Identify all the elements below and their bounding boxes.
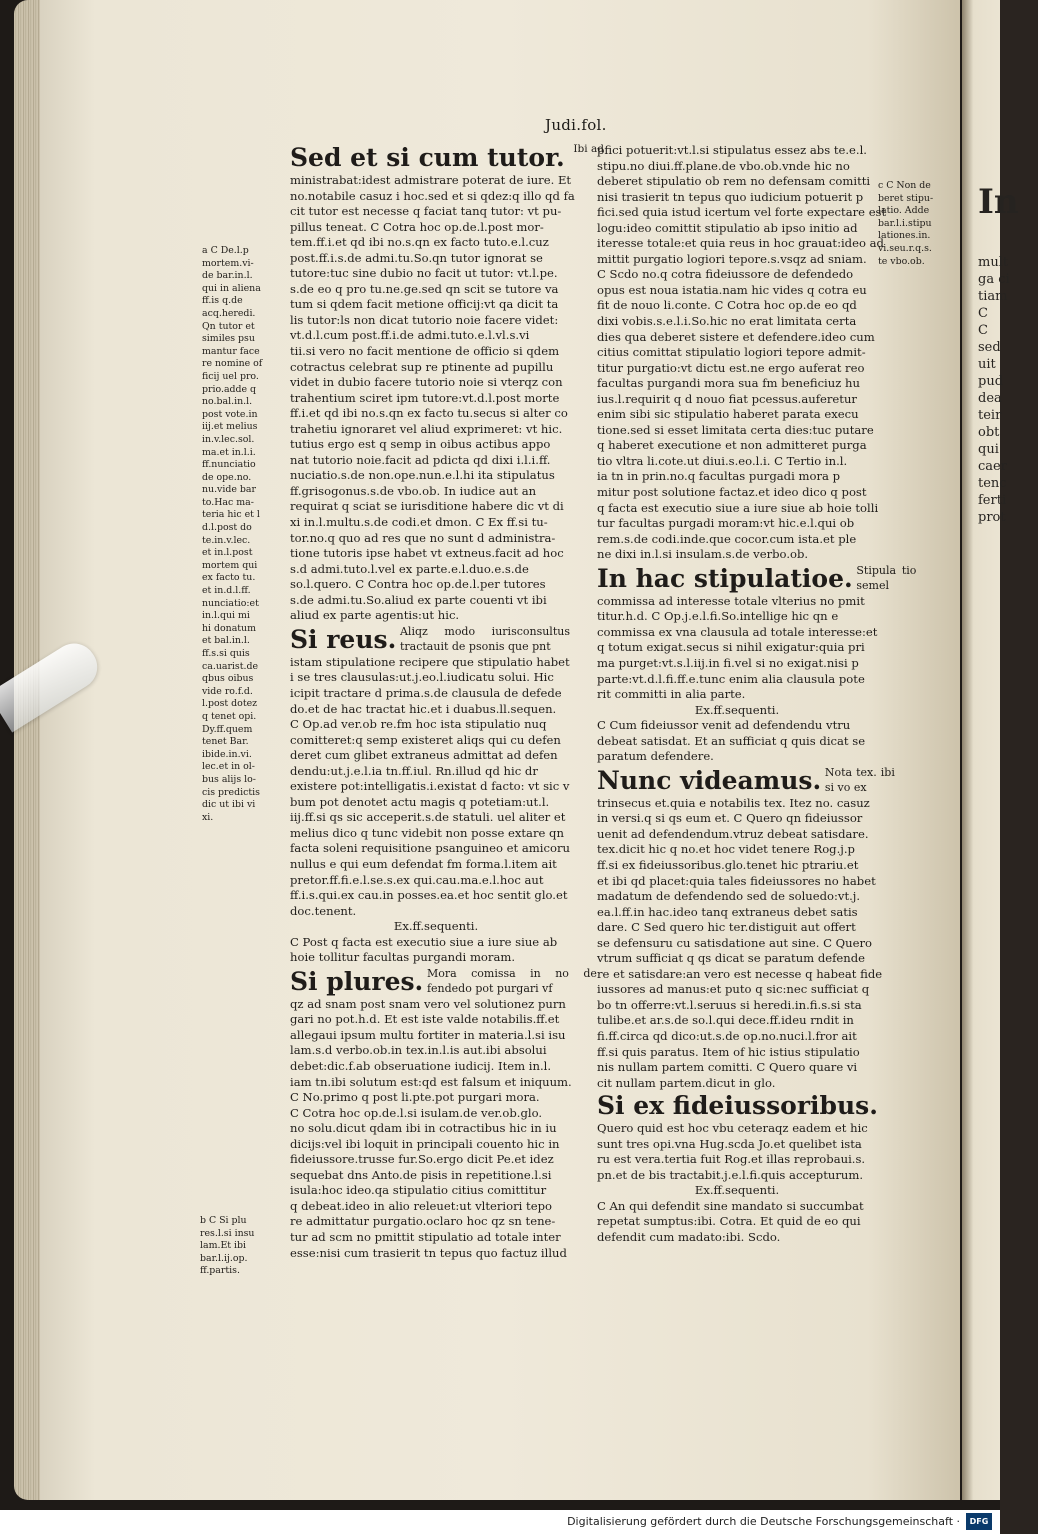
text-line: hoie tollitur facultas purgandi moram. [290,950,516,965]
text-line: iij.ff.si qs sic acceperit.s.de statuli. uel aliter et [290,810,566,825]
text-line: vi.seu.r.q.s. [878,242,932,254]
text-line: sequebat dns Anto.de pisis in repetitione.l.si [290,1167,552,1182]
text-line: ius.l.requirit q d nouo fiat pcessus.auferetur [597,391,857,406]
text-line: ff.grisogonus.s.de vbo.ob. In iudice aut an [290,483,537,498]
text-line: cit nullam partem.dicut in glo. [597,1075,776,1090]
text-line: tii.si vero no facit mentione de officio si qdem [290,344,560,359]
text-line: C Scdo no.q cotra fideiussore de defendedo [597,267,854,282]
text-line: mitur post solutione factaz.et ideo dico q post [597,485,867,500]
text-block-4 [290,997,582,1261]
text-line: no.notabile casuz i hoc.sed et si qdez:q illo qd fa [290,188,575,203]
text-line: tur ad scm no pmittit stipulatio ad totale inter [290,1230,561,1244]
rubric-note: Ibi ad [573,143,604,155]
text-line: allegaui ipsum multu fortiter in materia.l.si isu [290,1027,566,1042]
facing-page-line: C [978,306,988,321]
rubric-sed-et-si-cum-tutor: Sed et si cum tutor. Ibi ad [290,143,582,173]
text-line: similes psu [202,333,255,345]
text-line: ff.i.s.qui.ex cau.in posses.ea.et hoc sentit glo.et [290,888,568,903]
text-line: ff.s.si quis [202,648,250,659]
text-line: cis predictis [202,786,260,798]
text-line: esse:nisi cum trasierit tn tepus quo factuz illud [290,1245,567,1260]
text-line: de ope.no. [202,471,252,483]
text-line: qbus oibus [202,673,254,685]
text-line: pillus teneat. C Cotra hoc op.de.l.post mor- [290,219,544,234]
text-line: so.l.quero. C Contra hoc op.de.l.per tutores [290,577,546,592]
running-title: Judi.fol. [545,116,607,134]
text-line: no solu.dicut qdam ibi in cotractibus hic in iu [290,1121,557,1136]
text-line: iussores ad manus:et puto q sic:nec sufficiat q [597,982,870,997]
section-mark: Ex.ff.sequenti. [393,919,479,934]
text-line: trinsecus et.quia e notabilis tex. Itez no. casuz [597,795,870,810]
text-line: Qn tutor et [202,320,255,332]
text-line: acq.heredi. [202,307,256,319]
text-line: ibide.in.vi. [202,748,252,760]
text-line: istam stipulatione recipere que stipulatio habet [290,654,570,669]
text-line: ficij uel pro. [202,370,259,382]
text-line: lam.Et ibi [200,1240,247,1252]
text-line: cotractus celebrat sup re ptinente ad pupillu [290,359,554,374]
text-line: tione.sed si esset limitata certa dies:tuc putare [597,422,874,437]
text-line: c C Non de [878,180,931,191]
text-line: vide ro.f.d. [202,685,253,697]
text-line: latio. Adde [878,205,930,217]
text-line: parte:vt.d.l.fi.ff.e.tunc enim alia clausula pote [597,671,865,686]
text-line: i se tres clausulas:ut.j.eo.l.iudicatu solui. Hic [290,670,554,685]
text-line: fideiussore.trusse fur.So.ergo dicit Pe.et idez [290,1152,554,1167]
section-mark: Ex.ff.sequenti. [694,702,780,717]
facing-page-line: sed [978,340,1001,355]
text-line: bo tn offerre:vt.l.seruus si heredi.in.fi.s.si sta [597,997,862,1012]
facing-page-line: ga ci [978,272,1010,287]
text-line: tutius ergo est q semp in oibus actibus appo [290,437,551,452]
text-line: do.et de hac tractat hic.et i duabus.ll.sequen. [290,701,557,716]
text-line: bum pot denotet actu magis q potetiam:ut.l. [290,794,550,809]
text-block-7 [597,718,877,765]
margin-gloss-b [200,1215,276,1278]
text-line: tex.dicit hic q no.et hoc videt tenere Rog.j.p [597,842,855,857]
facing-page-edge [962,0,1019,1500]
section-mark: Ex.ff.sequenti. [694,1183,780,1198]
text-line: et ibi qd placet:quia tales fideiussores no habet [597,873,876,888]
text-block-5 [597,143,887,563]
text-line: ma purget:vt.s.l.iij.in fi.vel si no exigat.nisi p [597,655,859,670]
text-line: nullus e qui eum defendat fm forma.l.item ait [290,856,557,871]
text-line: ff.si quis paratus. Item of hic istius stipulatio [597,1044,860,1059]
text-block-8 [597,795,883,1091]
facing-page-initial: In [978,182,1019,222]
text-line: se defensuru cu satisdatione aut sine. C Quero [597,935,873,950]
text-line: citius comittat stipulatio logiori tepore admit- [597,345,866,360]
text-line: C No.primo q post li.pte.pot purgari mora. [290,1090,540,1105]
text-line: bar.l.i.stipu [878,217,932,229]
facing-page-line: tiam [978,289,1008,304]
rubric-si-plures: Si plures. Mora comissa in no de fendedo pot purgari vf [290,966,597,996]
text-line: rit committi in alia parte. [597,687,746,702]
text-line: lam.s.d verbo.ob.in tex.in.l.is aut.ibi absolui [290,1043,547,1058]
text-line: ministrabat:idest admistrare poterat de iure. Et [290,173,572,187]
text-line: q haberet executione et non admitteret purga [597,438,867,453]
text-line: defendit cum madato:ibi. Scdo. [597,1230,781,1244]
text-line: cit tutor est necesse q faciat tanq tutor: vt pu- [290,204,562,219]
text-line: in.l.qui mi [202,610,250,622]
text-line: ca.uarist.de [202,660,259,672]
text-line: iij.et melius [202,421,258,433]
text-line: nuciatio.s.de non.ope.nun.e.l.hi ita stipulatus [290,468,555,483]
dfg-logo-icon: DFG [966,1513,992,1530]
text-block-2 [290,655,582,919]
text-line: d.l.post do [202,522,252,534]
text-line: stipu.no diui.ff.plane.de vbo.ob.vnde hic no [597,158,850,173]
facing-page-text [978,150,1038,560]
margin-gloss-c [878,180,958,268]
text-line: s.de admi.tu.So.aliud ex parte couenti vt ibi [290,592,547,607]
text-line: et bal.in.l. [202,635,250,647]
facing-page-line: qui [978,442,999,457]
text-line: uenit ad defendendum.vtruz debeat satisdare. [597,826,869,841]
facing-page-line: pud [978,374,1004,389]
text-line: nunciatio:et [202,597,259,609]
text-line: enim sibi sic stipulatio haberet parata execu [597,407,859,422]
text-line: lec.et in ol- [202,761,255,773]
text-line: tem.ff.i.et qd ibi no.s.qn ex facto tuto.e.l.cuz [290,235,549,250]
text-line: dic ut ibi vi [202,799,256,811]
text-line: bar.l.ij.op. [200,1252,248,1264]
text-line: requirat q sciat se iurisditione habere dic vt di [290,499,564,514]
text-line: nis nullam partem comitti. C Quero quare vi [597,1060,858,1075]
text-line: titur.h.d. C Op.j.e.l.fi.So.intellige hic qn e [597,609,839,624]
text-line: l.post dotez [202,698,258,710]
text-line: C Cotra hoc op.de.l.si isulam.de ver.ob.glo. [290,1105,543,1120]
text-line: paratum defendere. [597,749,714,764]
text-line: doc.tenent. [290,903,357,918]
text-line: s.d admi.tuto.l.vel ex parte.e.l.duo.e.s.de [290,561,529,576]
text-line: existere pot:intelligatis.i.existat d facto: vt sic v [290,779,570,794]
text-line: trahentium sciret ipm tutore:vt.d.l.post morte [290,390,560,405]
text-line: ff.si ex fideiussoribus.glo.tenet hic ptrariu.et [597,857,859,872]
text-line: re nomine of [202,358,263,370]
text-line: b C Si plu [200,1215,247,1226]
facing-page-line: obt [978,425,1000,440]
text-line: iteresse totale:et quia reus in hoc grauat:ideo ad [597,236,884,251]
text-line: Quero quid est hoc vbu ceteraqz eadem et hic [597,1121,868,1136]
text-line: tutore:tuc sine dubio no facit ut tutor: vt.l.pe. [290,266,558,281]
footer-bar [0,1510,1000,1534]
text-line: fit de nouo li.conte. C Cotra hoc op.de eo qd [597,298,857,313]
facing-page-line: tenc [978,476,1007,491]
text-line: a C De.l.p [202,245,249,256]
text-line: qz ad snam post snam vero vel solutionez purn [290,996,566,1011]
text-line: post vote.in [202,408,258,420]
text-line: tor.no.q quo ad res que no sunt d administra- [290,530,556,545]
text-line: C Op.ad ver.ob re.fm hoc ista stipulatio nuq [290,717,547,732]
text-line: re et satisdare:an vero est necesse q habeat fide [597,966,883,981]
text-line: mittit purgatio logiori tepore.s.vsqz ad sniam. [597,251,867,266]
text-line: mortem qui [202,559,258,571]
text-line: facta soleni requisitione psanguineo et amicoru [290,841,570,856]
text-line: res.l.si insu [200,1227,255,1239]
text-line: pretor.ff.fi.e.l.se.s.ex qui.cau.ma.e.l.hoc aut [290,872,544,887]
text-line: lationes.in. [878,230,931,242]
text-line: titur purgatio:vt dictu est.ne ergo auferat reo [597,360,865,375]
text-line: C Cum fideiussor venit ad defendendu vtru [597,718,851,733]
text-line: q facta est executio siue a iure siue ab hoie tolli [597,500,879,515]
text-line: tenet Bar. [202,736,249,748]
text-line: dare. C Sed quero hic ter.distiguit aut offert [597,920,856,935]
text-line: facultas purgandi mora sua fm beneficiuz hu [597,376,860,391]
facing-page-line: caer [978,459,1007,474]
text-line: deberet stipulatio ob rem no defensam comitti [597,174,871,189]
text-line: tione tutoris ipse habet vt extneus.facit ad hoc [290,546,564,561]
facing-page-line: prot [978,510,1006,525]
text-line: et in.l.post [202,547,253,559]
text-line: qui in aliena [202,282,261,294]
text-line: ea.l.ff.in hac.ideo tanq extraneus debet satis [597,904,858,919]
text-line: aliud ex parte agentis:ut hic. [290,608,460,623]
main-column-left [290,143,604,1261]
text-line: no.bal.in.l. [202,396,253,408]
text-line: rem.s.de codi.inde.que cocor.cum ista.et ple [597,531,857,546]
text-line: tio vltra li.cote.ut diui.s.eo.l.i. C Tertio in.l. [597,453,848,468]
facing-page-line: dea [978,391,1002,406]
text-line: ru est vera.tertia fuit Rog.et illas reprobaui.s. [597,1152,866,1167]
text-line: in.v.lec.sol. [202,433,255,445]
text-line: fici.sed quia istud icertum vel forte expectare est [597,205,887,220]
text-line: ff.partis. [200,1265,240,1277]
text-line: C An qui defendit sine mandato si succumbat [597,1198,864,1213]
text-line: sunt tres opi.vna Hug.scda Jo.et quelibet ista [597,1136,862,1151]
text-line: de bar.in.l. [202,270,253,282]
text-line: to.Hac ma- [202,496,254,508]
text-line: xi. [202,811,214,823]
text-line: ma.et in.l.i. [202,446,256,458]
text-block-9 [597,1121,877,1183]
text-line: nisi trasierit tn tepus quo iudicium potuerit p [597,189,864,204]
text-line: re admittatur purgatio.oclaro hoc qz sn tene- [290,1214,556,1229]
text-line: Dy.ff.quem [202,723,253,735]
text-line: icipit tractare d prima.s.de clausula de defede [290,685,562,700]
text-line: s.de eo q pro tu.ne.ge.sed qn scit se tutore va [290,281,559,296]
rubric-nunc-videamus: Nunc videamus. Nota tex. ibi si vo ex [597,765,895,795]
text-line: hi donatum [202,622,256,634]
text-block-1 [290,173,582,624]
rubric-in-hac-stipulatioe: In hac stipulatioe. Stipula tio semel [597,563,917,593]
text-line: deret cum glibet extraneus admittat ad defen [290,748,558,763]
text-block-6 [597,594,877,703]
rubric-si-ex-fideiussoribus: Si ex fideiussoribus. [597,1091,878,1121]
text-line: xi in.l.multu.s.de codi.et dmon. C Ex ff.si tu- [290,515,548,530]
facing-page-line: C [978,323,988,338]
text-line: logu:ideo comittit stipulatio ab ipso initio ad [597,220,858,235]
text-line: madatum de defendendo sed de soluedo:vt.j. [597,889,861,904]
margin-gloss-a [202,245,276,824]
text-line: pfici potuerit:vt.l.si stipulatus essez abs te.e.l. [597,143,867,157]
text-line: dixi vobis.s.e.l.i.So.hic no erat limitata certa [597,314,857,329]
text-line: bus alijs lo- [202,773,256,785]
text-line: teria hic et l [202,509,260,521]
text-line: fi.ff.circa qd dico:ut.s.de op.no.nuci.l.fror ait [597,1028,857,1043]
text-line: nu.vide bar [202,484,256,496]
text-line: dies qua deberet sistere et defendere.ideo cum [597,329,875,344]
text-line: videt in dubio facere tutorio noie si vterqz con [290,375,563,390]
text-line: vt.d.l.cum post.ff.i.de admi.tuto.e.l.vl.s.vi [290,328,530,343]
text-line: trahetiu ignoraret vel aliud exprimeret: vt hic. [290,421,563,436]
text-line: q totum exigat.secus si nihil exigatur:quia pri [597,640,865,655]
text-line: ex facto tu. [202,572,256,584]
text-block-10 [597,1199,877,1246]
facing-page-line: mult [978,255,1009,270]
text-line: ia tn in prin.no.q facultas purgadi mora p [597,469,841,484]
text-line: post.ff.i.s.de admi.tu.So.qn tutor ignorat se [290,250,543,265]
text-line: mortem.vi- [202,257,254,269]
text-line: prio.adde q [202,383,257,395]
text-line: ff.is q.de [202,295,243,307]
text-line: debeat satisdat. Et an sufficiat q quis dicat se [597,733,866,748]
facing-page-line: ferti [978,493,1007,508]
text-line: vtrum sufficiat q qs dicat se paratum defende [597,951,866,966]
text-line: gari no pot.h.d. Et est iste valde notabilis.ff.et [290,1012,560,1027]
text-line: lis tutor:ls non dicat tutorio noie facere videt: [290,312,559,327]
text-line: dicijs:vel ibi loquit in principali couento hic in [290,1136,560,1151]
text-line: in versi.q si qs eum et. C Quero qn fideiussor [597,811,863,826]
text-line: repetat sumptus:ibi. Cotra. Et quid de eo qui [597,1214,861,1229]
text-line: ne dixi in.l.si insulam.s.de verbo.ob. [597,547,809,562]
text-line: iam tn.ibi solutum est:qd est falsum et iniquum. [290,1074,572,1089]
text-line: tur facultas purgadi moram:vt hic.e.l.qui ob [597,516,855,531]
facing-page-line: teir [978,408,1002,423]
text-line: C Post q facta est executio siue a iure siue ab [290,934,558,949]
text-block-3 [290,935,582,966]
text-line: opus est noua istatia.nam hic vides q cotra eu [597,282,867,297]
text-line: nat tutorio noie.facit ad pdicta qd dixi i.l.i.ff. [290,452,551,467]
text-line: te.in.v.lec. [202,534,251,546]
text-line: q tenet opi. [202,710,257,722]
text-line: mantur face [202,345,260,357]
text-line: tum si qdem facit metione officij:vt qa dicit ta [290,297,559,312]
text-line: ff.nunciatio [202,459,256,471]
footer-credit: Digitalisierung gefördert durch die Deutsche Forschungsgemeinschaft · [567,1515,960,1528]
text-line: commissa ex vna clausula ad totale interesse:et [597,624,878,639]
text-line: q debeat.ideo in alio releuet:ut vlteriori tepo [290,1198,552,1213]
text-line: te vbo.ob. [878,255,925,267]
text-line: commissa ad interesse totale vlterius no pmit [597,593,865,608]
text-line: beret stipu- [878,192,934,204]
text-line: et in.d.l.ff. [202,585,251,597]
facing-page-lines [978,254,1038,526]
text-line: debet:dic.f.ab obseruatione iudicij. Item in.l. [290,1058,552,1073]
rubric-si-reus: Si reus. Aliqz modo iurisconsultus tractauit de psonis que pnt [290,624,570,654]
text-line: melius dico q tunc videbit non posse extare qn [290,825,564,840]
text-line: ff.i.et qd ibi no.s.qn ex facto tu.secus si alter co [290,406,568,421]
text-line: dendu:ut.j.e.l.ia tn.ff.iul. Rn.illud qd hic dr [290,763,538,778]
text-line: tulibe.et ar.s.de so.l.qui dece.ff.ideu rndit in [597,1013,854,1028]
text-line: comitteret:q semp existeret aliqs qui cu defen [290,732,561,747]
text-line: isula:hoc ideo.qa stipulatio citius comittitur [290,1183,547,1198]
facing-page-line: uit [978,357,996,372]
text-line: pn.et de bis tractabit.j.e.l.fi.quis accepturum. [597,1167,864,1182]
